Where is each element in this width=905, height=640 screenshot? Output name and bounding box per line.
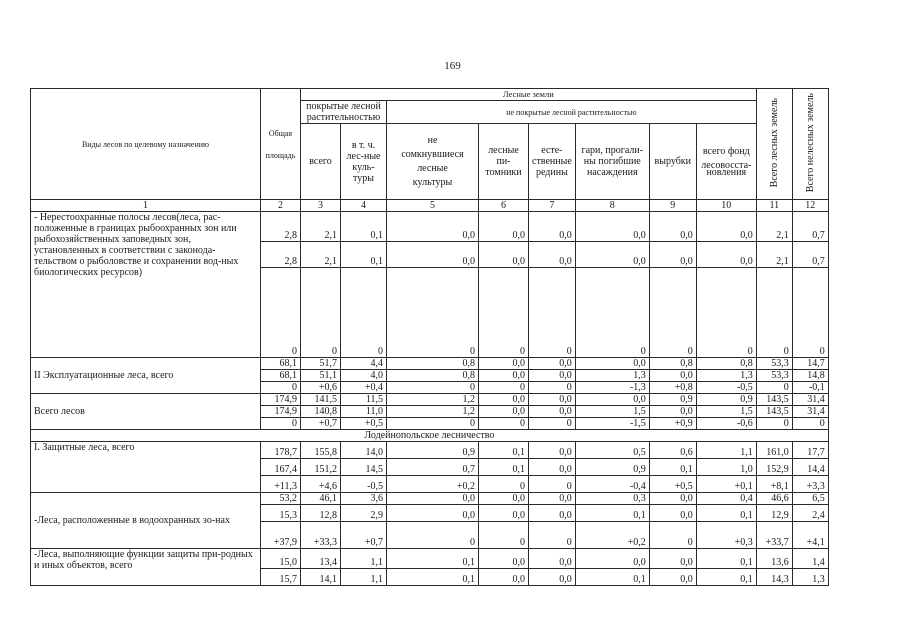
cell-col-9: 0,0 [649, 370, 696, 382]
cell-col-9: 0 [649, 522, 696, 549]
cell-col-2: +37,9 [261, 522, 301, 549]
cell-col-3: 151,2 [301, 459, 341, 476]
cell-col-3: 46,1 [301, 493, 341, 505]
cell-col-3: 0 [301, 268, 341, 358]
cell-col-12: 31,4 [792, 394, 828, 406]
cell-col-3: 13,4 [301, 549, 341, 569]
cell-col-5: 1,2 [387, 406, 479, 418]
column-number: 5 [387, 200, 479, 212]
cell-col-10: 0,8 [696, 358, 756, 370]
table-row [31, 212, 829, 242]
cell-col-11: 143,5 [756, 394, 792, 406]
cell-col-4: +0,5 [341, 418, 387, 430]
cell-col-11: 0 [756, 382, 792, 394]
cell-col-10: 0,1 [696, 505, 756, 522]
cell-col-2: 2,8 [261, 242, 301, 268]
cell-col-6: 0 [479, 268, 529, 358]
cell-col-8: 0,1 [575, 505, 649, 522]
table-row [31, 358, 829, 370]
cell-col-10: 1,3 [696, 370, 756, 382]
cell-col-6: 0,0 [479, 370, 529, 382]
cell-col-10: 0,1 [696, 549, 756, 569]
header-sparse-stands: есте-ственные редины [529, 124, 576, 200]
cell-col-11: 46,6 [756, 493, 792, 505]
cell-col-2: 2,8 [261, 212, 301, 242]
cell-col-7: 0,0 [529, 442, 576, 459]
cell-col-6: 0,0 [479, 394, 529, 406]
cell-col-6: 0,0 [479, 569, 529, 586]
cell-col-9: 0,8 [649, 358, 696, 370]
cell-col-12: 0 [792, 418, 828, 430]
cell-col-9: +0,5 [649, 476, 696, 493]
cell-col-10: 1,5 [696, 406, 756, 418]
cell-col-4: +0,4 [341, 382, 387, 394]
cell-col-4: 2,9 [341, 505, 387, 522]
cell-col-11: 53,3 [756, 358, 792, 370]
cell-col-5: 1,2 [387, 394, 479, 406]
cell-col-3: +0,7 [301, 418, 341, 430]
cell-col-2: 0 [261, 418, 301, 430]
cell-col-8: 0,3 [575, 493, 649, 505]
cell-col-7: 0 [529, 382, 576, 394]
cell-col-8: 1,3 [575, 370, 649, 382]
cell-col-2: 167,4 [261, 459, 301, 476]
cell-col-4: 4,4 [341, 358, 387, 370]
cell-col-4: 0 [341, 268, 387, 358]
cell-col-6: 0,0 [479, 212, 529, 242]
table-body-lower [31, 442, 829, 586]
cell-col-9: +0,8 [649, 382, 696, 394]
row-label: -Леса, выполняющие функции защиты при-родных и иных объектов, всего [31, 549, 261, 586]
cell-col-4: 0,1 [341, 242, 387, 268]
cell-col-5: 0,7 [387, 459, 479, 476]
cell-col-11: 161,0 [756, 442, 792, 459]
cell-col-8: 0,5 [575, 442, 649, 459]
cell-col-12: +3,3 [792, 476, 828, 493]
cell-col-12: 17,7 [792, 442, 828, 459]
cell-col-6: 0 [479, 476, 529, 493]
cell-col-11: 143,5 [756, 406, 792, 418]
cell-col-3: 155,8 [301, 442, 341, 459]
cell-col-7: 0,0 [529, 459, 576, 476]
cell-col-9: 0,0 [649, 549, 696, 569]
cell-col-8: 0,0 [575, 242, 649, 268]
cell-col-11: 14,3 [756, 569, 792, 586]
row-label: -Леса, расположенные в водоохранных зо-нах [31, 493, 261, 549]
cell-col-10: -0,6 [696, 418, 756, 430]
column-number: 4 [341, 200, 387, 212]
cell-col-6: 0,0 [479, 242, 529, 268]
cell-col-8: 0,0 [575, 358, 649, 370]
page-number: 169 [444, 60, 461, 72]
cell-col-8: 0,1 [575, 569, 649, 586]
cell-col-2: 68,1 [261, 358, 301, 370]
cell-col-8: 1,5 [575, 406, 649, 418]
cell-col-6: 0 [479, 522, 529, 549]
cell-col-8: 0,0 [575, 549, 649, 569]
cell-col-6: 0,0 [479, 505, 529, 522]
cell-col-4: 11,0 [341, 406, 387, 418]
header-unclosed-cultures: не сомкнувшиеся лесные культуры [387, 124, 479, 200]
cell-col-2: +11,3 [261, 476, 301, 493]
cell-col-12: 14,4 [792, 459, 828, 476]
cell-col-8: -1,5 [575, 418, 649, 430]
cell-col-9: 0,0 [649, 406, 696, 418]
cell-col-10: 0,0 [696, 242, 756, 268]
cell-col-3: +4,6 [301, 476, 341, 493]
cell-col-7: 0,0 [529, 212, 576, 242]
cell-col-11: 152,9 [756, 459, 792, 476]
cell-col-3: +0,6 [301, 382, 341, 394]
cell-col-11: 2,1 [756, 242, 792, 268]
cell-col-7: 0,0 [529, 370, 576, 382]
row-label: - Нерестоохранные полосы лесов(леса, рас-положенные в границах рыбоохранных зон или рыбохозяйственных заповедных зон, установленных в соответствии с законода-тельством о рыболовстве и сохранении вод-ных биологических ресурсов) [31, 212, 261, 358]
cell-col-8: 0,9 [575, 459, 649, 476]
column-numbers-row [31, 200, 829, 212]
cell-col-2: 15,7 [261, 569, 301, 586]
cell-col-11: +33,7 [756, 522, 792, 549]
cell-col-3: 51,1 [301, 370, 341, 382]
cell-col-12: 0,7 [792, 212, 828, 242]
cell-col-8: 0 [575, 268, 649, 358]
cell-col-7: 0,0 [529, 406, 576, 418]
cell-col-4: 14,5 [341, 459, 387, 476]
table-body-upper [31, 212, 829, 430]
cell-col-11: 2,1 [756, 212, 792, 242]
cell-col-10: +0,1 [696, 476, 756, 493]
header-total-forest-lands: Всего лесных земель [756, 89, 792, 200]
cell-col-6: 0 [479, 382, 529, 394]
cell-col-5: 0,9 [387, 442, 479, 459]
column-number: 8 [575, 200, 649, 212]
cell-col-10: -0,5 [696, 382, 756, 394]
cell-col-12: 0 [792, 268, 828, 358]
cell-col-6: 0,1 [479, 442, 529, 459]
forest-fund-table [30, 88, 829, 586]
header-forest-lands: Лесные земли [301, 89, 757, 101]
cell-col-12: 14,8 [792, 370, 828, 382]
header-clearcuts: вырубки [649, 124, 696, 200]
cell-col-9: 0,1 [649, 459, 696, 476]
cell-col-5: 0,8 [387, 358, 479, 370]
cell-col-6: 0,1 [479, 459, 529, 476]
header-reforestation-fund: всего фонд лесовосста-новления [696, 124, 756, 200]
cell-col-5: 0,0 [387, 505, 479, 522]
column-number: 3 [301, 200, 341, 212]
cell-col-7: 0,0 [529, 569, 576, 586]
cell-col-5: 0 [387, 382, 479, 394]
table-row [31, 394, 829, 406]
cell-col-2: 53,2 [261, 493, 301, 505]
cell-col-9: 0,0 [649, 212, 696, 242]
header-total-nonforest-lands: Всего нелесных земель [792, 89, 828, 200]
cell-col-5: 0,0 [387, 242, 479, 268]
cell-col-8: 0,0 [575, 394, 649, 406]
cell-col-2: 15,0 [261, 549, 301, 569]
cell-col-12: 1,4 [792, 549, 828, 569]
cell-col-3: +33,3 [301, 522, 341, 549]
cell-col-10: 0,1 [696, 569, 756, 586]
cell-col-2: 15,3 [261, 505, 301, 522]
cell-col-2: 0 [261, 268, 301, 358]
column-number: 9 [649, 200, 696, 212]
section-row-group [31, 430, 829, 442]
cell-col-11: 53,3 [756, 370, 792, 382]
cell-col-7: 0,0 [529, 505, 576, 522]
cell-col-6: 0 [479, 418, 529, 430]
column-number: 7 [529, 200, 576, 212]
cell-col-4: 1,1 [341, 569, 387, 586]
cell-col-4: 0,1 [341, 212, 387, 242]
header-nurseries: лесные пи-томники [479, 124, 529, 200]
column-number: 6 [479, 200, 529, 212]
cell-col-9: 0,0 [649, 493, 696, 505]
cell-col-12: -0,1 [792, 382, 828, 394]
cell-col-5: 0 [387, 522, 479, 549]
table-header [31, 89, 829, 212]
cell-col-7: 0 [529, 268, 576, 358]
header-burnt-areas: гари, прогали-ны погибшие насаждения [575, 124, 649, 200]
cell-col-7: 0 [529, 476, 576, 493]
cell-col-3: 2,1 [301, 242, 341, 268]
cell-col-11: +8,1 [756, 476, 792, 493]
cell-col-4: 14,0 [341, 442, 387, 459]
cell-col-11: 13,6 [756, 549, 792, 569]
cell-col-6: 0,0 [479, 406, 529, 418]
cell-col-4: -0,5 [341, 476, 387, 493]
cell-col-4: 4,0 [341, 370, 387, 382]
cell-col-7: 0,0 [529, 549, 576, 569]
header-not-covered: не покрытые лесной растительностью [387, 101, 757, 124]
cell-col-11: 0 [756, 268, 792, 358]
row-label: Всего лесов [31, 394, 261, 430]
cell-col-7: 0,0 [529, 358, 576, 370]
section-title: Лодейнопольское лесничество [31, 430, 829, 442]
cell-col-7: 0 [529, 522, 576, 549]
column-number: 2 [261, 200, 301, 212]
cell-col-6: 0,0 [479, 549, 529, 569]
row-label: I. Защитные леса, всего [31, 442, 261, 493]
cell-col-3: 12,8 [301, 505, 341, 522]
cell-col-9: 0,0 [649, 569, 696, 586]
cell-col-10: 0,9 [696, 394, 756, 406]
cell-col-6: 0,0 [479, 358, 529, 370]
cell-col-7: 0,0 [529, 493, 576, 505]
cell-col-12: 0,7 [792, 242, 828, 268]
cell-col-3: 140,8 [301, 406, 341, 418]
cell-col-4: 11,5 [341, 394, 387, 406]
column-number: 12 [792, 200, 828, 212]
cell-col-10: 0,4 [696, 493, 756, 505]
cell-col-10: 1,1 [696, 442, 756, 459]
cell-col-8: -1,3 [575, 382, 649, 394]
column-number: 1 [31, 200, 261, 212]
cell-col-12: +4,1 [792, 522, 828, 549]
cell-col-5: 0,1 [387, 569, 479, 586]
cell-col-5: 0 [387, 268, 479, 358]
cell-col-5: 0,8 [387, 370, 479, 382]
cell-col-3: 141,5 [301, 394, 341, 406]
table-row [31, 549, 829, 569]
header-forest-cultures: в т. ч. лес-ные куль-туры [341, 124, 387, 200]
cell-col-4: 1,1 [341, 549, 387, 569]
cell-col-2: 178,7 [261, 442, 301, 459]
cell-col-10: 0,0 [696, 212, 756, 242]
header-forest-types: Виды лесов по целевому назначению [31, 89, 261, 200]
cell-col-4: 3,6 [341, 493, 387, 505]
cell-col-12: 6,5 [792, 493, 828, 505]
cell-col-9: 0 [649, 268, 696, 358]
cell-col-7: 0,0 [529, 394, 576, 406]
cell-col-10: +0,3 [696, 522, 756, 549]
cell-col-9: 0,0 [649, 242, 696, 268]
cell-col-3: 14,1 [301, 569, 341, 586]
cell-col-8: -0,4 [575, 476, 649, 493]
cell-col-2: 174,9 [261, 406, 301, 418]
cell-col-3: 2,1 [301, 212, 341, 242]
cell-col-12: 2,4 [792, 505, 828, 522]
cell-col-6: 0,0 [479, 493, 529, 505]
cell-col-11: 12,9 [756, 505, 792, 522]
row-label: II Эксплуатационные леса, всего [31, 358, 261, 394]
cell-col-8: 0,0 [575, 212, 649, 242]
cell-col-5: 0 [387, 418, 479, 430]
cell-col-5: 0,0 [387, 212, 479, 242]
column-number: 11 [756, 200, 792, 212]
table-row [31, 442, 829, 459]
cell-col-7: 0 [529, 418, 576, 430]
cell-col-12: 31,4 [792, 406, 828, 418]
header-total-area: Общая площадь [261, 89, 301, 200]
cell-col-11: 0 [756, 418, 792, 430]
table-row [31, 493, 829, 505]
cell-col-9: 0,6 [649, 442, 696, 459]
cell-col-12: 14,7 [792, 358, 828, 370]
cell-col-9: 0,0 [649, 505, 696, 522]
cell-col-7: 0,0 [529, 242, 576, 268]
cell-col-10: 0 [696, 268, 756, 358]
cell-col-4: +0,7 [341, 522, 387, 549]
cell-col-5: +0,2 [387, 476, 479, 493]
cell-col-8: +0,2 [575, 522, 649, 549]
header-covered: покрытые лесной растительностью [301, 101, 387, 124]
cell-col-12: 1,3 [792, 569, 828, 586]
cell-col-2: 174,9 [261, 394, 301, 406]
cell-col-9: 0,9 [649, 394, 696, 406]
cell-col-2: 68,1 [261, 370, 301, 382]
cell-col-9: +0,9 [649, 418, 696, 430]
cell-col-5: 0,1 [387, 549, 479, 569]
cell-col-2: 0 [261, 382, 301, 394]
column-number: 10 [696, 200, 756, 212]
header-total: всего [301, 124, 341, 200]
cell-col-10: 1,0 [696, 459, 756, 476]
cell-col-3: 51,7 [301, 358, 341, 370]
cell-col-5: 0,0 [387, 493, 479, 505]
